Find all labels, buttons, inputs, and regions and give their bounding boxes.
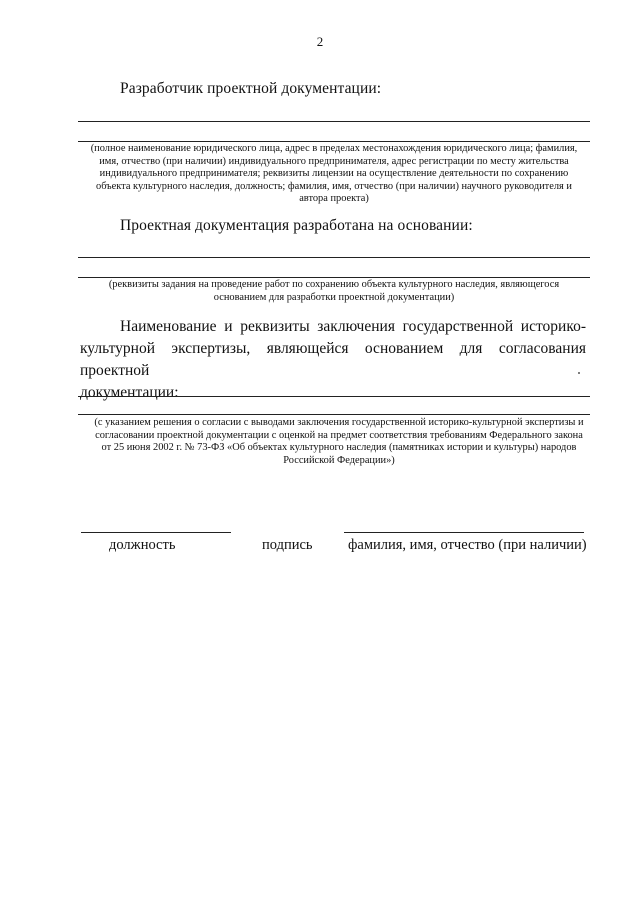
- scan-speck: [578, 372, 580, 374]
- expertise-heading-line: документации:: [80, 384, 179, 401]
- developer-input-line-1[interactable]: [78, 121, 590, 122]
- expertise-note: [78, 417, 600, 467]
- expertise-heading-line: культурной экспертизы, являющейся основанием для согласования проектной: [80, 340, 586, 379]
- developer-note-line: имя, отчество (при наличии) индивидуального предпринимателя, адрес регистрации по месту жительства: [99, 155, 569, 167]
- expertise-note-line: согласовании проектной документации с оценкой на предмет соответствия требованиям Федерального закона: [95, 429, 583, 441]
- expertise-note-line: Российской Федерации»): [283, 454, 395, 466]
- developer-note-line: автора проекта): [299, 193, 369, 205]
- signature-label: подпись: [262, 537, 313, 553]
- expertise-input-line-1[interactable]: [78, 396, 590, 397]
- name-input-line[interactable]: [344, 532, 584, 533]
- position-input-line[interactable]: [81, 532, 231, 533]
- developer-note-line: (полное наименование юридического лица, адрес в пределах местонахождения юридического лица; фамилия,: [90, 143, 578, 154]
- basis-note-line: (реквизиты задания на проведение работ по сохранению объекта культурного наследия, являющегося: [108, 279, 560, 290]
- expertise-input-line-2[interactable]: [78, 414, 590, 415]
- page-number: 2: [316, 34, 324, 49]
- developer-heading: Разработчик проектной документации:: [120, 80, 382, 97]
- position-label: должность: [109, 537, 176, 553]
- full-name-label: фамилия, имя, отчество (при наличии): [348, 537, 587, 553]
- developer-input-line-2[interactable]: [78, 141, 590, 142]
- expertise-heading: [80, 316, 586, 404]
- expertise-heading-line: Наименование и реквизиты заключения государственной историко-: [120, 318, 586, 335]
- basis-input-line-2[interactable]: [78, 277, 590, 278]
- expertise-note-line: от 25 июня 2002 г. № 73-ФЗ «Об объектах культурного наследия (памятниках истории и культуры) народов: [101, 442, 577, 454]
- basis-note: [78, 279, 590, 304]
- basis-heading: Проектная документация разработана на основании:: [120, 217, 473, 234]
- developer-note: [78, 143, 590, 206]
- developer-note-line: объекта культурного наследия, должность; фамилия, имя, отчество (при наличии) научного руководителя и: [96, 180, 572, 192]
- developer-note-line: индивидуального предпринимателя; реквизиты лицензии на осуществление деятельности по сохранению: [99, 168, 569, 180]
- expertise-note-line: (с указанием решения о согласии с выводами заключения государственной историко-культурной экспертизы и: [94, 417, 584, 428]
- basis-note-line: основанием для разработки проектной документации): [213, 291, 455, 303]
- basis-input-line-1[interactable]: [78, 257, 590, 258]
